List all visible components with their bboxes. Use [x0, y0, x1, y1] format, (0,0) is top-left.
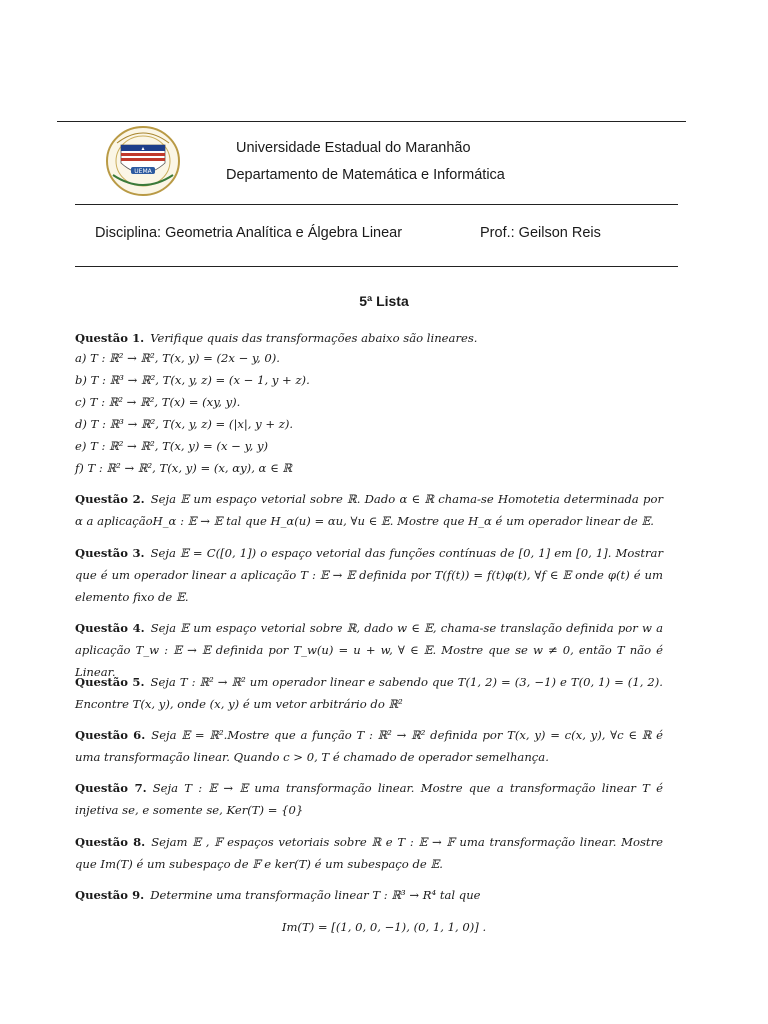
professor-label: Prof.: Geilson Reis — [480, 225, 601, 241]
question-4-label: Questão 4. — [75, 621, 145, 635]
question-9-equation: Im(T) = [(1, 0, 0, −1), (0, 1, 1, 0)] . — [281, 920, 487, 934]
university-seal-logo — [103, 125, 183, 197]
question-3 — [75, 542, 663, 608]
question-4-text: Seja 𝔼 um espaço vetorial sobre ℝ, dado w ∈ 𝔼, chama-se translação definida por w a aplicação T_w : 𝔼 → 𝔼 definida por T_w(u) = u + w, ∀ ∈ 𝔼. Mostre que se w ≠ 0, então T não é Linear. — [75, 621, 663, 679]
question-1 — [75, 327, 663, 349]
question-6-text: Seja 𝔼 = ℝ².Mostre que a função T : ℝ² → ℝ² definida por T(x, y) = c(x, y), ∀c ∈ ℝ é uma transformação linear. Quando c > 0, T é chamado de operador semelhança. — [75, 728, 663, 764]
question-8 — [75, 831, 663, 875]
question-5 — [75, 671, 663, 715]
question-8-text: Sejam 𝔼 , 𝔽 espaços vetoriais sobre ℝ e T : 𝔼 → 𝔽 uma transformação linear. Mostre que Im(T) é um subespaço de 𝔽 e ker(T) é um subespaço de 𝔼. — [75, 835, 663, 871]
page-title: 5ª Lista — [359, 293, 409, 309]
question-1-item-f: f) T : ℝ² → ℝ², T(x, y) = (x, αy), α ∈ ℝ — [75, 461, 292, 475]
question-9-label: Questão 9. — [75, 888, 145, 902]
question-9-text: Determine uma transformação linear T : ℝ³ → R⁴ tal que — [150, 888, 481, 902]
question-1-item-e: e) T : ℝ² → ℝ², T(x, y) = (x − y, y) — [75, 439, 269, 453]
question-2-label: Questão 2. — [75, 492, 145, 506]
question-2-text: Seja 𝔼 um espaço vetorial sobre ℝ. Dado α ∈ ℝ chama-se Homotetia determinada por α a aplicaçãoH_α : 𝔼 → 𝔼 tal que H_α(u) = αu, ∀u ∈ 𝔼. Mostre que H_α é um operador linear de 𝔼. — [75, 492, 663, 528]
question-1-text: Verifique quais das transformações abaixo são lineares. — [150, 331, 478, 345]
discipline-rule — [75, 266, 678, 267]
header-rule — [75, 204, 678, 205]
discipline-label: Disciplina: Geometria Analítica e Álgebra Linear — [95, 225, 403, 241]
seal-logo-text: UEMA — [134, 168, 152, 175]
university-name: Universidade Estadual do Maranhão — [236, 140, 471, 156]
question-6-label: Questão 6. — [75, 728, 146, 742]
question-7 — [75, 777, 663, 821]
top-rule — [57, 121, 686, 122]
question-7-label: Questão 7. — [75, 781, 147, 795]
question-1-label: Questão 1. — [75, 331, 145, 345]
question-5-label: Questão 5. — [75, 675, 145, 689]
question-1-item-a: a) T : ℝ² → ℝ², T(x, y) = (2x − y, 0). — [75, 351, 280, 365]
question-2 — [75, 488, 663, 532]
question-3-label: Questão 3. — [75, 546, 145, 560]
question-1-item-c: c) T : ℝ² → ℝ², T(x) = (xy, y). — [75, 395, 241, 409]
question-1-item-d: d) T : ℝ³ → ℝ², T(x, y, z) = (|x|, y + z). — [75, 417, 294, 431]
question-1-item-b: b) T : ℝ³ → ℝ², T(x, y, z) = (x − 1, y + z). — [75, 373, 310, 387]
question-5-text: Seja T : ℝ² → ℝ² um operador linear e sabendo que T(1, 2) = (3, −1) e T(0, 1) = (1, 2). Encontre T(x, y), onde (x, y) é um vetor arbitrário do ℝ² — [75, 675, 663, 711]
question-9 — [75, 884, 663, 906]
department-name: Departamento de Matemática e Informática — [226, 167, 505, 183]
question-7-text: Seja T : 𝔼 → 𝔼 uma transformação linear. Mostre que a transformação linear T é injetiva se, e somente se, Ker(T) = {0} — [75, 781, 663, 817]
question-6 — [75, 724, 663, 768]
question-8-label: Questão 8. — [75, 835, 146, 849]
question-3-text: Seja 𝔼 = C([0, 1]) o espaço vetorial das funções contínuas de [0, 1] em [0, 1]. Mostrar que é um operador linear a aplicação T : 𝔼 → 𝔼 definida por T(f(t)) = f(t)φ(t), ∀f ∈ 𝔼 onde φ(t) é um elemento fixo de 𝔼. — [75, 546, 663, 604]
